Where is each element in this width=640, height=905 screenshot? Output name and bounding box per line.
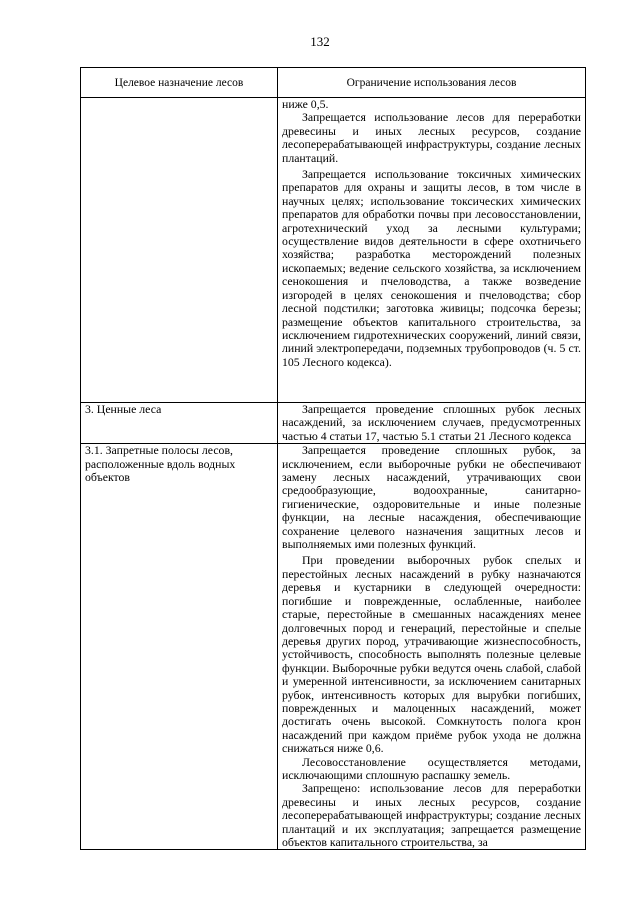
table-row: [81, 444, 586, 850]
purpose-cell: 3.1. Запретные полосы лесов, расположенные вдоль водных объектов: [81, 444, 278, 850]
table-row: [81, 98, 586, 403]
restriction-paragraph: При проведении выборочных рубок спелых и перестойных лесных насаждений в рубку назначаются деревья и кустарники в следующей очередности: погибшие и поврежденные, ослабленные, наиболее старые, перестойные в смешанных насаждениях менее долговечных пород и генераций, перестойные и спелые деревья других пород, утрачивающие жизнеспособность, устойчивость, способность выполнять полезные целевые функции. Выборочные рубки ведутся очень слабой, слабой и умеренной интенсивности, за исключением санитарных рубок, интенсивность которых для вырубки погибших, поврежденных и малоценных насаждений, может достигать очень высокой. Сомкнутость полога крон насаждений при каждом приёме рубок ухода не должна снижаться ниже 0,6.: [282, 553, 581, 756]
header-restriction: Ограничение использования лесов: [278, 68, 586, 98]
restriction-cell: [278, 98, 586, 403]
restriction-paragraph: Запрещается использование токсичных химических препаратов для охраны и защиты лесов, в том числе в научных целях; использование токсических химических препаратов для обработки почвы при лесовосстановлении, агротехнический уход за лесными культурами; осуществление видов деятельности в сфере охотничьего хозяйства; разработка месторождений полезных ископаемых; ведение сельского хозяйства, за исключением сенокошения и пчеловодства, а также возведение изгородей в целях сенокошения и пчеловодства; сбор лесной подстилки; заготовка живицы; подсочка березы; размещение объектов капитального строительства, за исключением гидротехнических сооружений, линий связи, линий электропередачи, подземных трубопроводов (ч. 5 ст. 105 Лесного кодекса).: [282, 167, 581, 369]
restriction-paragraph: Запрещено: использование лесов для переработки древесины и иных лесных ресурсов, создание лесоперерабатывающей инфраструктуры; создание лесных плантаций и их эксплуатация; запрещается размещение объектов капитального строительства, за: [282, 781, 581, 849]
restriction-paragraph: ниже 0,5.: [282, 97, 329, 111]
table-row: [81, 403, 586, 444]
restriction-paragraph: Лесовосстановление осуществляется методами, исключающими сплошную распашку земель.: [282, 754, 581, 782]
page-number: 132: [310, 34, 330, 49]
restriction-paragraph: Запрещается проведение сплошных рубок, за исключением, если выборочные рубки не обеспечивают замену лесных насаждений, утрачивающих свои средообразующие, водоохранные, санитарно-гигиенические, оздоровительные и иные полезные функции, на лесные насаждения, обеспечивающие сохранение целевого назначения защитных лесов и выполняемых ими полезных функций.: [282, 443, 581, 552]
table-header-row: [81, 68, 586, 98]
restriction-cell: [278, 403, 586, 444]
header-purpose: Целевое назначение лесов: [81, 68, 278, 98]
forest-restrictions-table: [80, 67, 586, 850]
restriction-paragraph: Запрещается использование лесов для переработки древесины и иных лесных ресурсов, создание лесоперерабатывающей инфраструктуры, создание лесных плантаций.: [282, 110, 581, 165]
purpose-cell: 3. Ценные леса: [81, 403, 278, 444]
purpose-cell: [81, 98, 278, 403]
restriction-cell: [278, 444, 586, 850]
restriction-paragraph: Запрещается проведение сплошных рубок лесных насаждений, за исключением случаев, предусмотренных частью 4 статьи 17, частью 5.1 статьи 21 Лесного кодекса: [282, 402, 581, 443]
